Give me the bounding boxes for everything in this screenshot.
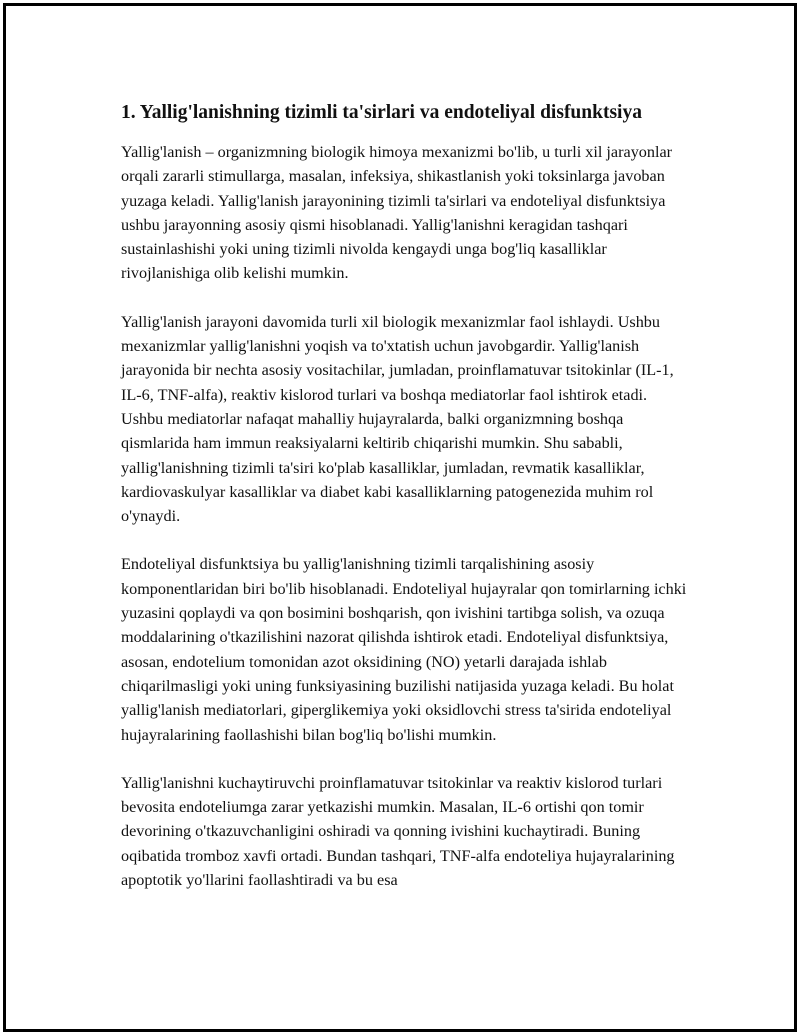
paragraph-3: Endoteliyal disfunktsiya bu yallig'lanishning tizimli tarqalishining asosiy komponentlaridan biri bo'lib hisoblanadi. Endoteliyal hujayralar qon tomirlarning ichki yuzasini qoplaydi va qon bosimini boshqarish, qon ivishini tartibga solish, va ozuqa moddalarining o'tkazilishini nazorat qilishda ishtirok etadi. Endoteliyal disfunktsiya, asosan, endotelium tomonidan azot oksidining (NO) yetarli darajada ishlab chiqarilmasligi yoki uning funksiyasining buzilishi natijasida yuzaga keladi. Bu holat yallig'lanish mediatorlari, giperglikemiya yoki oksidlovchi stress ta'sirida endoteliyal hujayralarining faollashishi bilan bog'liq bo'lishi mumkin. [121, 555, 687, 744]
page-frame [3, 3, 797, 1032]
paragraph-4: Yallig'lanishni kuchaytiruvchi proinflamatuvar tsitokinlar va reaktiv kislorod turlari bevosita endoteliumga zarar yetkazishi mumkin. Masalan, IL-6 ortishi qon tomir devorining o'tkazuvchanligini oshiradi va qonning ivishini kuchaytiradi. Buning oqibatida tromboz xavfi ortadi. Bundan tashqari, TNF-alfa endoteliya hujayralarining apoptotik yo'llarini faollashtiradi va bu esa [121, 773, 675, 890]
paragraph-2: Yallig'lanish jarayoni davomida turli xil biologik mexanizmlar faol ishlaydi. Ushbu mexanizmlar yallig'lanishni yoqish va to'xtatish uchun javobgardir. Yallig'lanish jarayonida bir nechta asosiy vositachilar, jumladan, proinflamatuvar tsitokinlar (IL-1, IL-6, TNF-alfa), reaktiv kislorod turlari va boshqa mediatorlar faol ishtirok etadi. Ushbu mediatorlar nafaqat mahalliy hujayralarda, balki organizmning boshqa qismlarida ham immun reaksiyalarni keltirib chiqarishi mumkin. Shu sababli, yallig'lanishning tizimli ta'siri ko'plab kasalliklar, jumladan, revmatik kasalliklar, kardiovaskulyar kasalliklar va diabet kabi kasalliklarning patogenezida muhim rol o'ynaydi. [121, 312, 674, 526]
document-body [121, 100, 693, 916]
paragraph-1: Yallig'lanish – organizmning biologik himoya mexanizmi bo'lib, u turli xil jarayonlar orqali zararli stimullarga, masalan, infeksiya, shikastlanish yoki toksinlarga javoban yuzaga keladi. Yallig'lanish jarayonining tizimli ta'sirlari va endoteliyal disfunktsiya ushbu jarayonning asosiy qismi hisoblanadi. Yallig'lanishni keragidan tashqari sustainlashishi yoki uning tizimli nivolda kengaydi unga bog'liq kasalliklar rivojlanishiga olib kelishi mumkin. [121, 143, 673, 283]
section-title: 1. Yallig'lanishning tizimli ta'sirlari va endoteliyal disfunktsiya [121, 102, 642, 123]
